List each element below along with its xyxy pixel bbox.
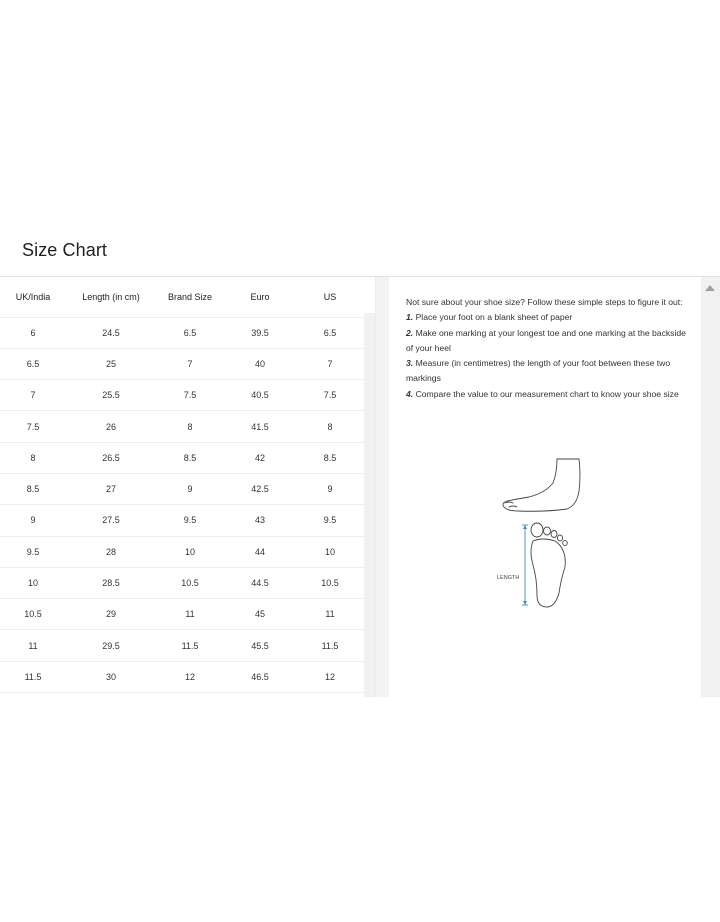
table-cell: 42.5 — [224, 473, 296, 504]
table-cell: 8 — [296, 411, 364, 442]
table-cell: 28.5 — [66, 567, 156, 598]
table-row — [0, 442, 364, 473]
table-scrollbar-track[interactable] — [364, 313, 376, 697]
table-cell: 6 — [0, 317, 66, 348]
size-table-container[interactable] — [0, 277, 376, 697]
table-cell: 29 — [66, 599, 156, 630]
table-cell: 40 — [224, 348, 296, 379]
table-row — [0, 380, 364, 411]
table-cell: 11 — [296, 599, 364, 630]
table-cell: 27.5 — [66, 505, 156, 536]
table-cell: 7 — [156, 348, 224, 379]
column-header: UK/India — [0, 277, 66, 317]
table-row — [0, 317, 364, 348]
table-cell: 11.5 — [0, 661, 66, 692]
table-cell: 24.5 — [66, 317, 156, 348]
table-cell: 7.5 — [0, 411, 66, 442]
table-cell: 40.5 — [224, 380, 296, 411]
table-cell: 25 — [66, 348, 156, 379]
instruction-step: 2. Make one marking at your longest toe and one marking at the backside of your heel — [406, 327, 686, 353]
column-header: Brand Size — [156, 277, 224, 317]
table-cell: 9.5 — [0, 536, 66, 567]
table-cell: 30 — [66, 661, 156, 692]
table-cell: 41.5 — [224, 411, 296, 442]
table-cell: 7.5 — [296, 380, 364, 411]
table-cell: 8.5 — [0, 473, 66, 504]
table-cell: 8.5 — [156, 442, 224, 473]
table-cell: 28 — [66, 536, 156, 567]
table-row — [0, 536, 364, 567]
column-header: Euro — [224, 277, 296, 317]
table-cell: 10.5 — [0, 599, 66, 630]
table-row — [0, 599, 364, 630]
instructions-intro: Not sure about your shoe size? Follow these simple steps to figure it out: — [406, 297, 683, 307]
table-row — [0, 348, 364, 379]
table-header-row — [0, 277, 364, 317]
size-table — [0, 277, 364, 693]
table-cell: 12 — [156, 661, 224, 692]
column-header: US — [296, 277, 364, 317]
table-cell: 43 — [224, 505, 296, 536]
length-label: LENGTH — [497, 575, 520, 581]
instructions-section — [389, 277, 701, 697]
table-cell: 29.5 — [66, 630, 156, 661]
column-header: Length (in cm) — [66, 277, 156, 317]
table-cell: 6.5 — [0, 348, 66, 379]
table-cell: 46.5 — [224, 661, 296, 692]
table-cell: 44 — [224, 536, 296, 567]
table-cell: 9 — [296, 473, 364, 504]
table-cell: 10 — [296, 536, 364, 567]
table-row — [0, 630, 364, 661]
page-title: Size Chart — [22, 240, 108, 260]
foot-measurement-illustration — [495, 455, 595, 615]
foot-side-icon — [503, 459, 580, 511]
table-cell: 7 — [0, 380, 66, 411]
instruction-step: 3. Measure (in centimetres) the length of your foot between these two markings — [406, 358, 671, 384]
table-cell: 6.5 — [296, 317, 364, 348]
table-row — [0, 505, 364, 536]
table-cell: 42 — [224, 442, 296, 473]
page-scrollbar[interactable] — [701, 277, 720, 697]
instruction-step: 1. Place your foot on a blank sheet of paper — [406, 312, 573, 323]
table-cell: 11 — [0, 630, 66, 661]
table-row — [0, 661, 364, 692]
table-row — [0, 473, 364, 504]
table-cell: 9.5 — [156, 505, 224, 536]
table-row — [0, 411, 364, 442]
table-cell: 12 — [296, 661, 364, 692]
foot-sole-icon — [531, 523, 567, 607]
table-cell: 9.5 — [296, 505, 364, 536]
instruction-step: 4. Compare the value to our measurement chart to know your shoe size — [406, 388, 679, 399]
chevron-up-icon[interactable] — [705, 285, 715, 291]
table-cell: 44.5 — [224, 567, 296, 598]
table-cell: 10.5 — [296, 567, 364, 598]
table-cell: 39.5 — [224, 317, 296, 348]
table-cell: 10.5 — [156, 567, 224, 598]
panel-divider — [376, 277, 389, 697]
table-cell: 6.5 — [156, 317, 224, 348]
table-cell: 9 — [156, 473, 224, 504]
table-cell: 7 — [296, 348, 364, 379]
table-cell: 26 — [66, 411, 156, 442]
table-cell: 25.5 — [66, 380, 156, 411]
table-cell: 11.5 — [296, 630, 364, 661]
table-cell: 8.5 — [296, 442, 364, 473]
table-cell: 8 — [156, 411, 224, 442]
table-cell: 9 — [0, 505, 66, 536]
table-row — [0, 567, 364, 598]
length-indicator — [522, 525, 528, 605]
size-chart-panel — [0, 276, 720, 696]
table-cell: 7.5 — [156, 380, 224, 411]
table-cell: 45.5 — [224, 630, 296, 661]
table-cell: 8 — [0, 442, 66, 473]
table-cell: 26.5 — [66, 442, 156, 473]
table-cell: 27 — [66, 473, 156, 504]
table-cell: 11.5 — [156, 630, 224, 661]
table-cell: 10 — [156, 536, 224, 567]
table-cell: 45 — [224, 599, 296, 630]
table-cell: 11 — [156, 599, 224, 630]
table-cell: 10 — [0, 567, 66, 598]
